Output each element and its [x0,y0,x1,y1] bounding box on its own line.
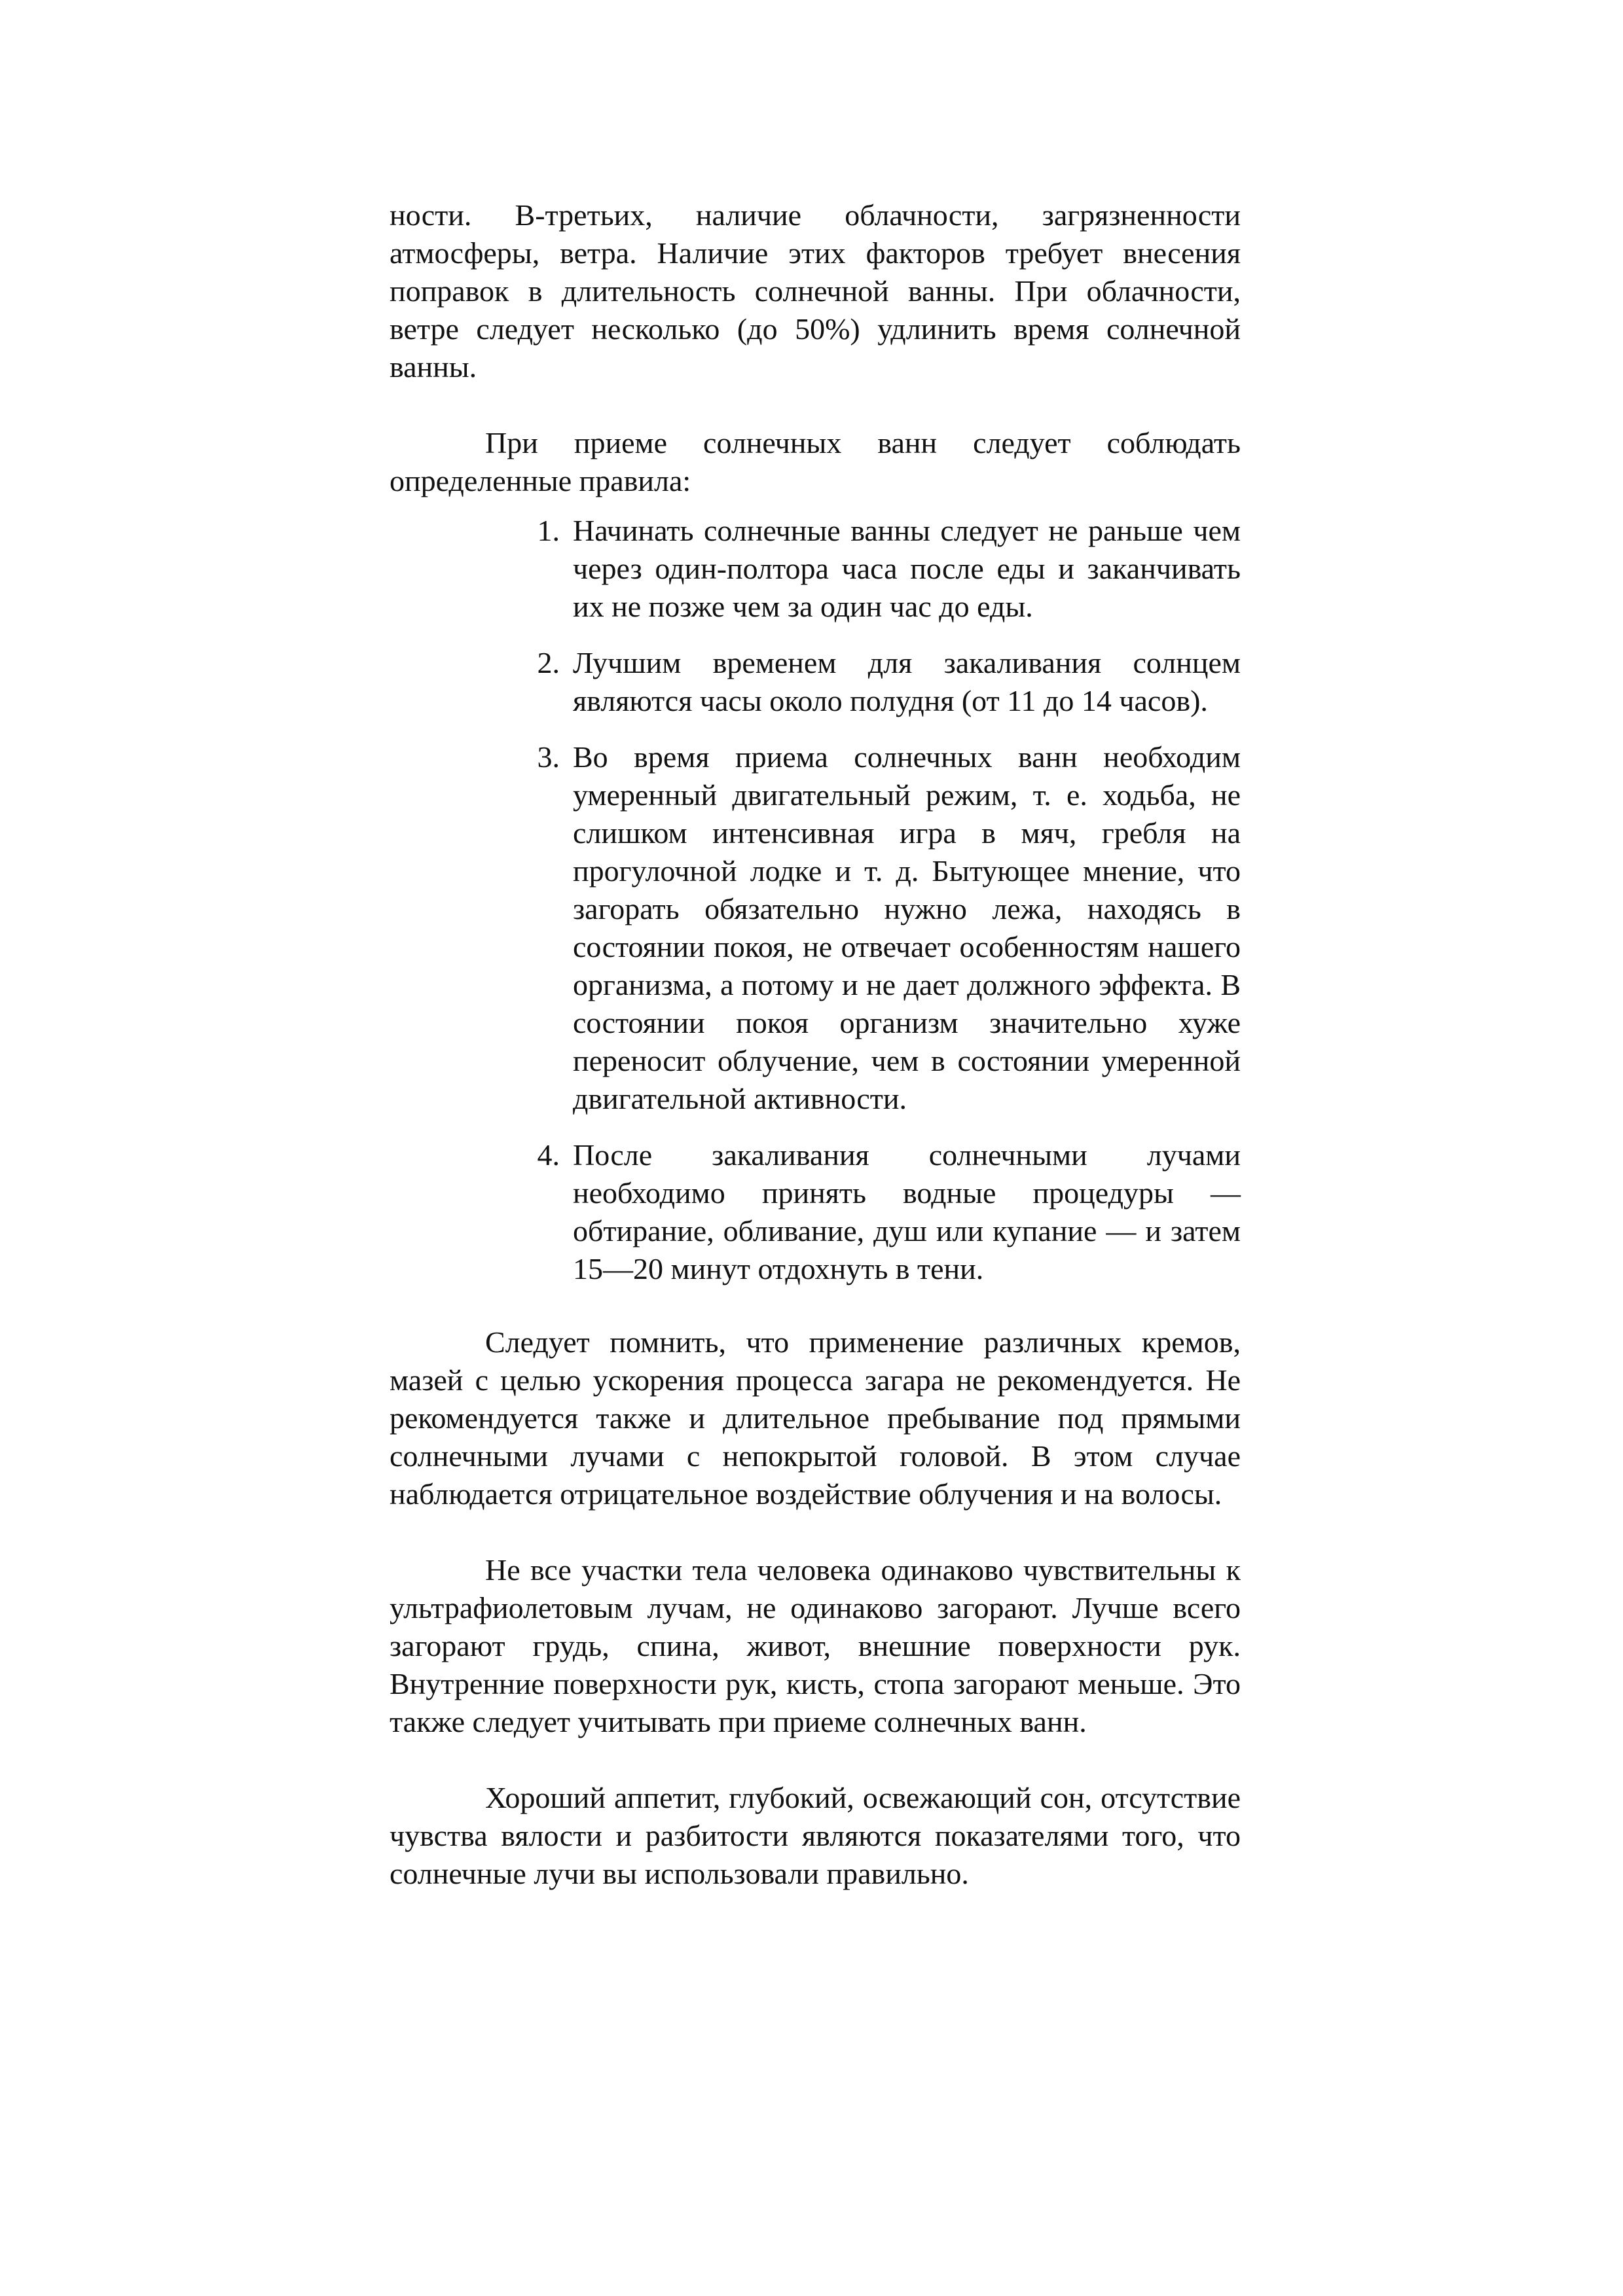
rule-text: После закаливания солнечными лучами необходимо принять водные процедуры — обтирание, обливание, душ или купание — и затем 15—20 минут отдохнуть в тени. [573,1138,1241,1285]
rule-item [520,738,1241,1118]
rule-item [520,1136,1241,1288]
rule-number: 3. [537,740,560,774]
rule-number: 4. [537,1138,560,1172]
rule-text: Во время приема солнечных ванн необходим умеренный двигательный режим, т. е. ходьба, не слишком интенсивная игра в мяч, гребля на прогулочной лодке и т. д. Бытующее мнение, что загорать обязательно нужно лежа, находясь в состоянии покоя, не отвечает особенностям нашего организма, а потому и не дает должного эффекта. В состоянии покоя организм значительно хуже переносит облучение, чем в состоянии умеренной двигательной активности. [573,740,1241,1115]
rules-list [520,512,1241,1288]
intro-paragraph: ности. В-третьих, наличие облачности, загрязненности атмосферы, ветра. Наличие этих факторов требует внесения поправок в длительность солнечной ванны. При облачности, ветре следует несколько (до 50%) удлинить время солнечной ванны. [390,198,1241,384]
document-text-block [390,196,1241,1893]
rules-list-wrapper [390,512,1241,1288]
rule-text: Начинать солнечные ванны следует не раньше чем через один-полтора часа после еды и заканчивать их не позже чем за один час до еды. [573,514,1241,623]
rule-item [520,644,1241,720]
creams-paragraph: Следует помнить, что применение различных кремов, мазей с целью ускорения процесса загара не рекомендуется. Не рекомендуется также и длительное пребывание под прямыми солнечными лучами с непокрытой головой. В этом случае наблюдается отрицательное воздействие облучения и на волосы. [390,1325,1241,1511]
rule-text: Лучшим временем для закаливания солнцем являются часы около полудня (от 11 до 14 часов). [573,646,1241,717]
rule-number: 1. [537,514,560,547]
body-areas-paragraph: Не все участки тела человека одинаково чувствительны к ультрафиолетовым лучам, не одинаково загорают. Лучше всего загорают грудь, спина, живот, внешние поверхности рук. Внутренние поверхности рук, кисть, стопа загорают меньше. Это также следует учитывать при приеме солнечных ванн. [390,1553,1241,1738]
rule-number: 2. [537,646,560,679]
rules-intro-paragraph: При приеме солнечных ванн следует соблюдать определенные правила: [390,426,1241,497]
results-paragraph: Хороший аппетит, глубокий, освежающий сон, отсутствие чувства вялости и разбитости являются показателями того, что солнечные лучи вы использовали правильно. [390,1781,1241,1890]
rule-item [520,512,1241,626]
